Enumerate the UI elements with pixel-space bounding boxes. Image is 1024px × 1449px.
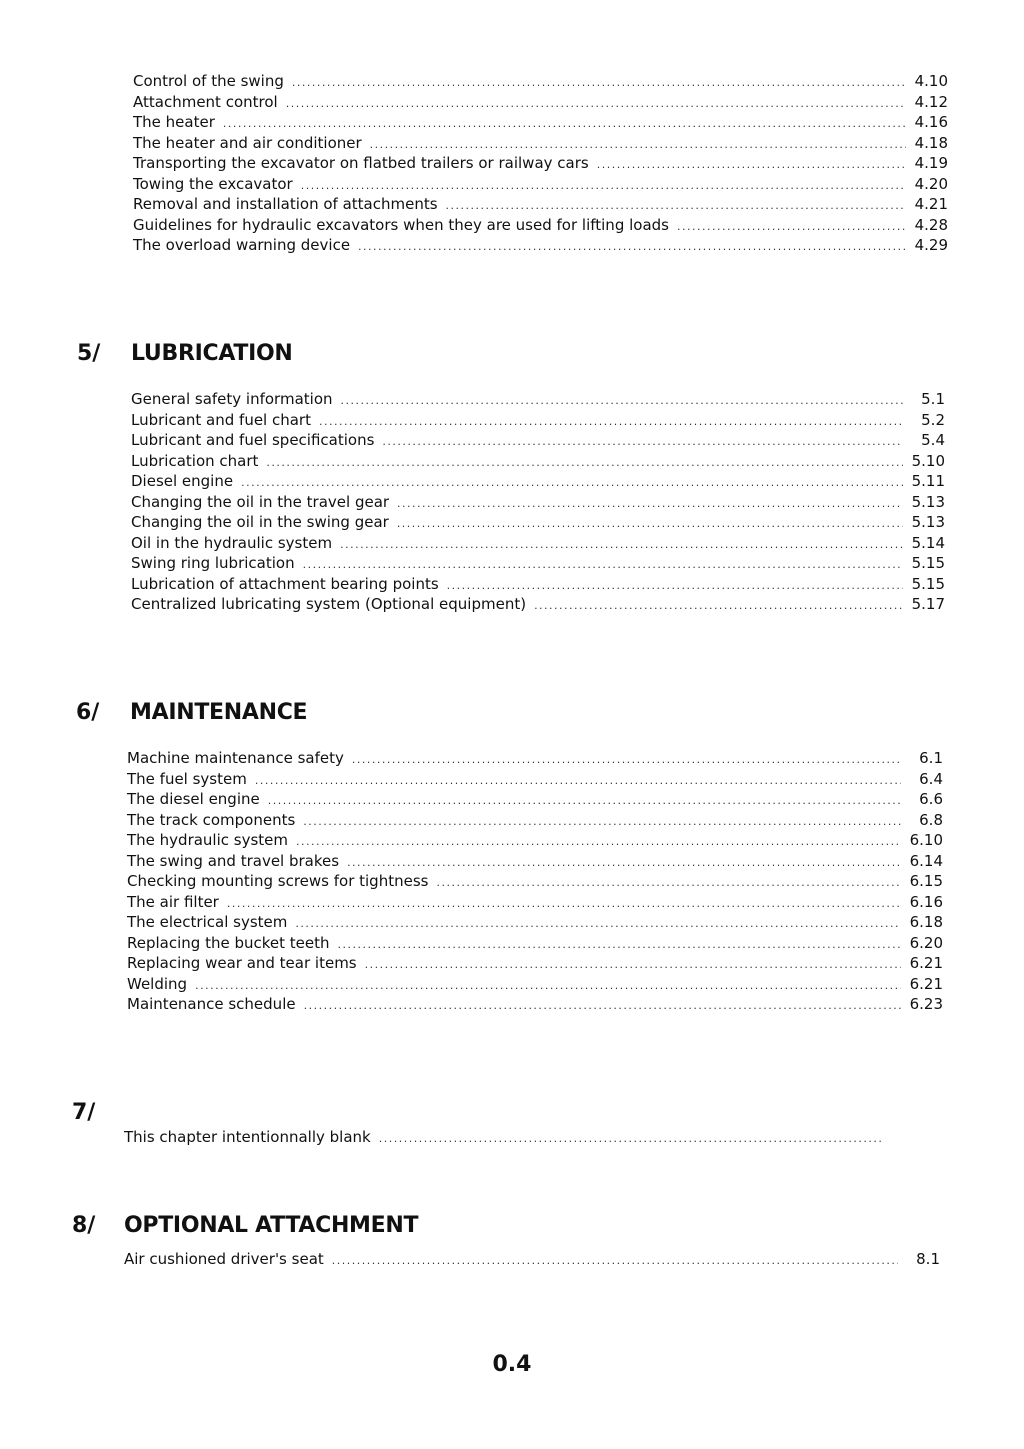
toc-entry-title: Machine maintenance safety (127, 749, 344, 767)
toc-leader-dots (319, 412, 903, 433)
toc-entry-title: Welding (127, 974, 188, 993)
toc-leader-dots (446, 196, 906, 217)
toc-leader-dots (365, 955, 901, 976)
toc-leader-dots (370, 135, 906, 156)
toc-entry (133, 153, 948, 174)
toc-entry-page: 5.17 (911, 595, 945, 613)
toc-entry (131, 574, 945, 595)
chapter7-number: 7/ (72, 1100, 96, 1125)
toc-entry-page: 6.14 (909, 851, 943, 870)
toc-entry (131, 430, 945, 451)
toc-entry (127, 748, 943, 769)
toc-entry-title: Changing the oil in the swing gear (131, 513, 389, 531)
toc-entry (127, 974, 943, 995)
toc-entry-page: 6.6 (919, 790, 943, 808)
toc-entry-title: The heater (133, 113, 215, 131)
toc-entry-title: This chapter intentionnally blank (124, 1128, 371, 1146)
toc-entry-page: 5.11 (911, 472, 945, 490)
toc-entry-title: Diesel engine (131, 472, 234, 490)
toc-entry-title: Maintenance schedule (127, 995, 296, 1013)
toc-entry-title: Centralized lubricating system (Optional equipment) (131, 595, 527, 613)
toc-entry-page: 6.23 (909, 995, 943, 1013)
toc-entry-title: The fuel system (127, 769, 247, 788)
toc-entry (127, 810, 943, 831)
toc-chapter4-list (133, 71, 948, 256)
toc-leader-dots (447, 576, 903, 597)
toc-leader-dots (397, 514, 903, 535)
toc-entry-page: 4.20 (914, 174, 948, 193)
chapter6-title: MAINTENANCE (130, 700, 308, 725)
toc-entry-title: The heater and air conditioner (133, 133, 362, 152)
toc-entry (131, 389, 945, 410)
toc-entry-page: 4.28 (914, 215, 948, 234)
chapter5-title: LUBRICATION (131, 341, 293, 366)
toc-entry-title: Replacing the bucket teeth (127, 933, 330, 952)
toc-entry-page: 6.21 (909, 954, 943, 972)
toc-entry (133, 235, 948, 256)
toc-leader-dots (382, 432, 903, 453)
toc-entry-page: 6.10 (909, 831, 943, 849)
toc-leader-dots (303, 555, 903, 576)
toc-entry (124, 1249, 940, 1270)
toc-leader-dots (397, 494, 903, 515)
toc-entry (133, 215, 948, 236)
toc-entry-title: Lubricant and fuel chart (131, 410, 311, 429)
toc-leader-dots (677, 217, 906, 238)
toc-entry-title: Checking mounting screws for tightness (127, 872, 429, 890)
chapter8-number: 8/ (72, 1213, 96, 1238)
toc-leader-dots (597, 155, 906, 176)
toc-chapter7-list (124, 1127, 924, 1148)
toc-entry-page: 4.21 (914, 195, 948, 213)
toc-leader-dots (352, 750, 901, 771)
toc-entry-page: 6.4 (919, 769, 943, 788)
toc-entry-title: The electrical system (127, 913, 288, 931)
toc-chapter8-list (124, 1249, 940, 1270)
toc-entry-page: 6.1 (919, 749, 943, 767)
toc-entry-title: The track components (127, 810, 296, 829)
toc-entry (124, 1127, 924, 1148)
toc-entry-title: Lubrication chart (131, 451, 259, 470)
toc-entry (131, 471, 945, 492)
toc-entry (133, 71, 948, 92)
toc-leader-dots (286, 94, 906, 115)
toc-entry-page: 5.2 (921, 410, 945, 429)
toc-entry-page: 8.1 (916, 1250, 940, 1268)
toc-entry-page: 4.19 (914, 154, 948, 172)
toc-entry (127, 851, 943, 872)
toc-entry (127, 953, 943, 974)
toc-entry-title: The diesel engine (127, 790, 260, 808)
toc-entry (131, 533, 945, 554)
toc-entry (127, 892, 943, 913)
toc-entry-title: Changing the oil in the travel gear (131, 492, 390, 511)
toc-chapter6-list (127, 748, 943, 1015)
toc-entry-title: Air cushioned driver's seat (124, 1250, 324, 1268)
toc-entry-title: The swing and travel brakes (127, 851, 340, 870)
toc-entry-title: Transporting the excavator on flatbed trailers or railway cars (133, 154, 589, 172)
toc-leader-dots (332, 1251, 898, 1272)
toc-leader-dots (295, 914, 901, 935)
toc-entry-page: 5.14 (911, 533, 945, 552)
toc-entry-title: Guidelines for hydraulic excavators when they are used for lifting loads (133, 215, 669, 234)
toc-entry (127, 769, 943, 790)
toc-entry-page: 5.13 (911, 513, 945, 531)
toc-entry (131, 594, 945, 615)
toc-entry (133, 133, 948, 154)
toc-entry-page: 5.15 (911, 554, 945, 572)
toc-chapter5-list (131, 389, 945, 615)
toc-leader-dots (340, 535, 903, 556)
toc-entry (127, 933, 943, 954)
toc-leader-dots (436, 873, 901, 894)
toc-entry-page: 4.12 (914, 92, 948, 111)
toc-leader-dots (241, 473, 903, 494)
toc-entry-page: 6.8 (919, 810, 943, 829)
toc-entry-title: The hydraulic system (127, 831, 289, 849)
toc-entry (133, 174, 948, 195)
toc-entry-title: Replacing wear and tear items (127, 954, 357, 972)
toc-entry-page: 6.21 (909, 974, 943, 993)
toc-entry-page: 5.15 (911, 574, 945, 593)
toc-entry (127, 871, 943, 892)
toc-entry-page: 4.18 (914, 133, 948, 152)
toc-leader-dots (338, 935, 902, 956)
toc-entry-title: Attachment control (133, 92, 278, 111)
toc-entry (127, 912, 943, 933)
toc-entry-title: Swing ring lubrication (131, 554, 295, 572)
toc-entry-title: Oil in the hydraulic system (131, 533, 333, 552)
toc-leader-dots (266, 453, 903, 474)
toc-leader-dots (227, 894, 901, 915)
chapter5-number: 5/ (77, 341, 101, 366)
toc-entry-page: 6.20 (909, 933, 943, 952)
toc-entry (131, 451, 945, 472)
toc-entry-title: Control of the swing (133, 72, 284, 90)
chapter8-title: OPTIONAL ATTACHMENT (124, 1213, 419, 1238)
toc-entry (127, 994, 943, 1015)
toc-leader-dots (268, 791, 901, 812)
toc-entry (133, 112, 948, 133)
toc-leader-dots (534, 596, 903, 617)
toc-entry (131, 410, 945, 431)
toc-entry-page: 6.18 (909, 913, 943, 931)
toc-entry-title: The overload warning device (133, 236, 351, 254)
toc-leader-dots (358, 237, 906, 258)
toc-leader-dots (255, 771, 901, 792)
toc-leader-dots (292, 73, 906, 94)
toc-entry-title: Lubricant and fuel specifications (131, 431, 375, 449)
chapter6-number: 6/ (76, 700, 100, 725)
toc-entry (131, 492, 945, 513)
toc-entry-page: 6.15 (909, 872, 943, 890)
toc-entry-title: Removal and installation of attachments (133, 195, 438, 213)
toc-entry-page: 5.4 (921, 431, 945, 449)
toc-leader-dots (296, 832, 901, 853)
toc-entry-title: Towing the excavator (133, 174, 293, 193)
toc-leader-dots (304, 996, 901, 1017)
toc-entry-page: 5.13 (911, 492, 945, 511)
toc-entry-title: Lubrication of attachment bearing points (131, 574, 439, 593)
toc-entry-title: General safety information (131, 390, 333, 408)
toc-entry-page: 6.16 (909, 892, 943, 911)
toc-entry (127, 830, 943, 851)
toc-entry (133, 194, 948, 215)
toc-leader-dots (379, 1129, 882, 1150)
toc-entry (131, 512, 945, 533)
toc-leader-dots (303, 812, 901, 833)
toc-entry-page: 5.1 (921, 390, 945, 408)
toc-entry (133, 92, 948, 113)
toc-entry-page: 4.29 (914, 236, 948, 254)
toc-entry-page: 4.10 (914, 72, 948, 90)
page-number: 0.4 (492, 1352, 532, 1377)
toc-leader-dots (301, 176, 906, 197)
toc-entry-title: The air filter (127, 892, 219, 911)
toc-entry-page: 4.16 (914, 113, 948, 131)
toc-entry (131, 553, 945, 574)
toc-leader-dots (195, 976, 901, 997)
toc-leader-dots (223, 114, 906, 135)
toc-entry (127, 789, 943, 810)
toc-leader-dots (341, 391, 904, 412)
toc-leader-dots (347, 853, 901, 874)
toc-entry-page: 5.10 (911, 451, 945, 470)
